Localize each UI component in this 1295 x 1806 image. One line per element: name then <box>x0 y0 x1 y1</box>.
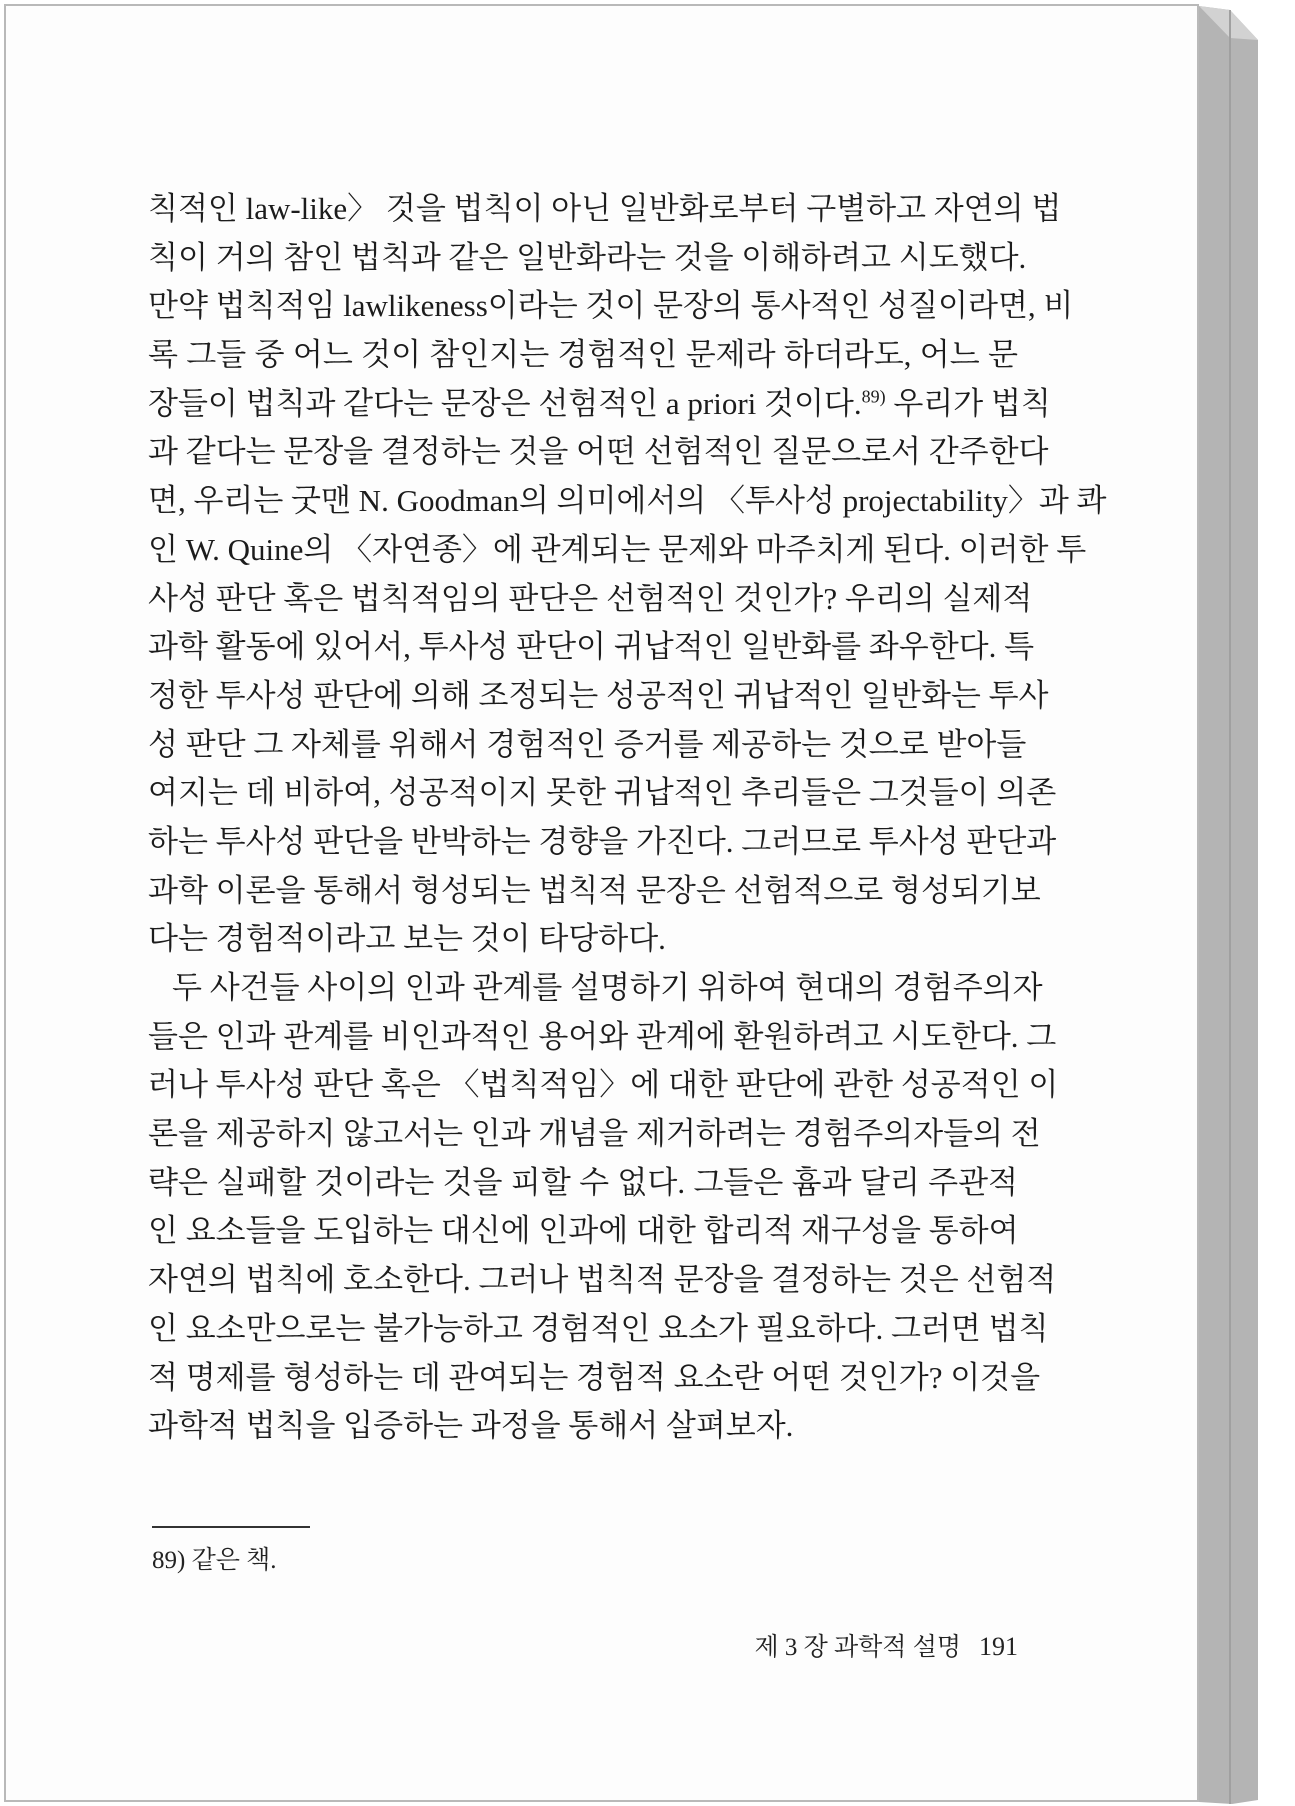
page-number: 191 <box>979 1632 1018 1661</box>
text-line-with-footnote <box>148 380 1051 429</box>
text-line: 다는 경험적이라고 보는 것이 타당하다. <box>148 921 666 957</box>
text-line: 들은 인과 관계를 비인과적인 용어와 관계에 환원하려고 시도한다. 그 <box>148 1018 1057 1054</box>
chapter-title: 제 3 장 과학적 설명 <box>754 1634 961 1661</box>
text-line: 여지는 데 비하여, 성공적이지 못한 귀납적인 추리들은 그것들이 의존 <box>148 775 1057 811</box>
footnote: 89) 같은 책. <box>152 1547 277 1574</box>
text-line: 록 그들 중 어느 것이 참인지는 경험적인 문제라 하더라도, 어느 문 <box>148 337 1018 373</box>
text-line: 하는 투사성 판단을 반박하는 경향을 가진다. 그러므로 투사성 판단과 <box>148 823 1057 859</box>
text-line: 두 사건들 사이의 인과 관계를 설명하기 위하여 현대의 경험주의자 <box>172 970 1043 1005</box>
text-line: 성 판단 그 자체를 위해서 경험적인 증거를 제공하는 것으로 받아들 <box>148 726 1027 762</box>
text-line: 러나 투사성 판단 혹은 〈법칙적임〉에 대한 판단에 관한 성공적인 이 <box>148 1067 1059 1103</box>
text-line-tail: 우리가 법칙 <box>885 385 1051 421</box>
text-line: 략은 실패할 것이라는 것을 피할 수 없다. 그들은 흄과 달리 주관적 <box>148 1164 1018 1200</box>
text-line: 인 요소만으로는 불가능하고 경험적인 요소가 필요하다. 그러면 법칙 <box>148 1310 1049 1346</box>
body-text <box>148 185 1107 1451</box>
text-line: 사성 판단 혹은 법칙적임의 판단은 선험적인 것인가? 우리의 실제적 <box>148 580 1033 616</box>
text-line: 론을 제공하지 않고서는 인과 개념을 제거하려는 경험주의자들의 전 <box>148 1116 1041 1152</box>
text-line: 만약 법칙적임 lawlikeness이라는 것이 문장의 통사적인 성질이라면, 비 <box>148 288 1074 324</box>
footnote-reference: 89) <box>861 386 886 407</box>
text-line: 칙적인 law-like〉 것을 법칙이 아닌 일반화로부터 구별하고 자연의 법 <box>148 191 1062 226</box>
text-line: 과학 활동에 있어서, 투사성 판단이 귀납적인 일반화를 좌우한다. 특 <box>148 629 1035 665</box>
text-line-head: 장들이 법칙과 같다는 문장은 선험적인 a priori 것이다. <box>148 385 862 421</box>
page-stack-side <box>1199 6 1258 1804</box>
text-line: 정한 투사성 판단에 의해 조정되는 성공적인 귀납적인 일반화는 투사 <box>148 677 1049 713</box>
text-line: 자연의 법칙에 호소한다. 그러나 법칙적 문장을 결정하는 것은 선험적 <box>148 1262 1057 1298</box>
text-line: 적 명제를 형성하는 데 관여되는 경험적 요소란 어떤 것인가? 이것을 <box>148 1359 1041 1395</box>
text-line: 면, 우리는 굿맨 N. Goodman의 의미에서의 〈투사성 projectability〉과 콰 <box>148 483 1107 519</box>
text-line: 과학적 법칙을 입증하는 과정을 통해서 살펴보자. <box>148 1408 794 1444</box>
footnote-divider <box>152 1526 310 1528</box>
text-line: 인 W. Quine의 〈자연종〉에 관계되는 문제와 마주치게 된다. 이러한 투 <box>148 531 1087 567</box>
text-line: 과 같다는 문장을 결정하는 것을 어떤 선험적인 질문으로서 간주한다 <box>148 434 1049 470</box>
text-line: 칙이 거의 참인 법칙과 같은 일반화라는 것을 이해하려고 시도했다. <box>148 239 1027 275</box>
text-line: 인 요소들을 도입하는 대신에 인과에 대한 합리적 재구성을 통하여 <box>148 1213 1019 1249</box>
text-line: 과학 이론을 통해서 형성되는 법칙적 문장은 선험적으로 형성되기보 <box>148 872 1041 908</box>
running-footer <box>754 1627 1018 1663</box>
